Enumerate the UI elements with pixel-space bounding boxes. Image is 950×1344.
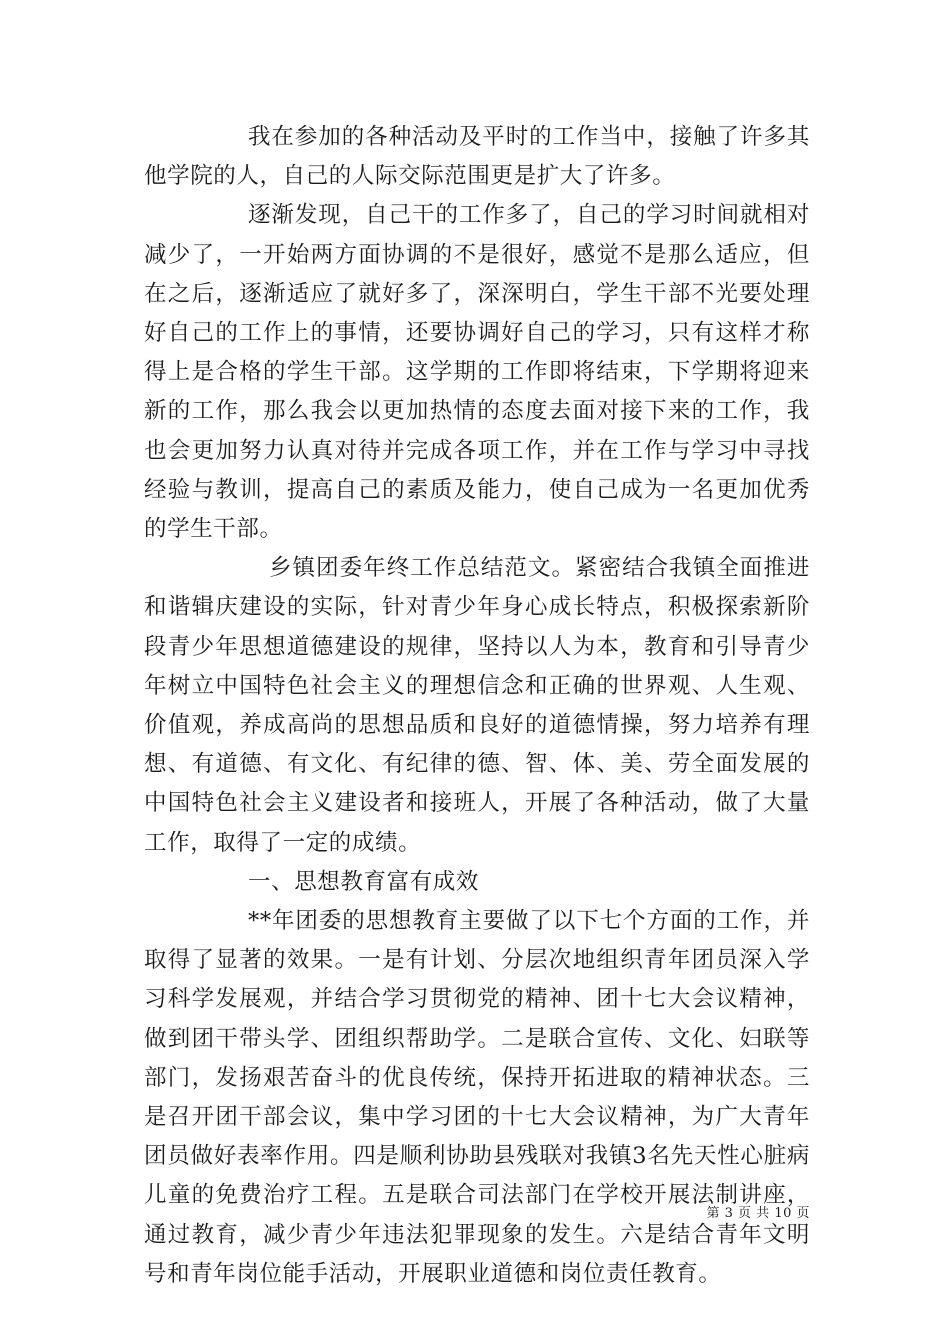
paragraph-summary-intro: 乡镇团委年终工作总结范文。紧密结合我镇全面推进和谐辑庆建设的实际，针对青少年身心成长特点，积极探索新阶段青少年思想道德建设的规律，坚持以人为本，教育和引导青少年树立中国特色社会主义的理想信念和正确的世界观、人生观、价值观，养成高尚的思想品质和良好的道德情操，努力培养有理想、有道德、有文化、有纪律的德、智、体、美、劳全面发展的中国特色社会主义建设者和接班人，开展了各种活动，做了大量工作，取得了一定的成绩。 [144, 555, 810, 856]
paragraph-activities: 我在参加的各种活动及平时的工作当中，接触了许多其他学院的人，自己的人际交际范围更是扩大了许多。 [144, 124, 810, 190]
page-number-footer: 第 3 页 共 10 页 [706, 1206, 810, 1221]
paragraph-study-balance: 逐渐发现，自己干的工作多了，自己的学习时间就相对减少了，一开始两方面协调的不是很好，感觉不是那么适应，但在之后，逐渐适应了就好多了，深深明白，学生干部不光要处理好自己的工作上的事情，还要协调好自己的学习，只有这样才称得上是合格的学生干部。这学期的工作即将结束，下学期将迎来新的工作，那么我会以更加热情的态度去面对接下来的工作，我也会更加努力认真对待并完成各项工作，并在工作与学习中寻找经验与教训，提高自己的素质及能力，使自己成为一名更加优秀的学生干部。 [144, 202, 810, 543]
document-body [144, 118, 810, 1294]
paragraph-ideological-education: **年团委的思想教育主要做了以下七个方面的工作，并取得了显著的效果。一是有计划、分层次地组织青年团员深入学习科学发展观，并结合学习贯彻党的精神、团十七大会议精神，做到团干带头学、团组织帮助学。二是联合宣传、文化、妇联等部门，发扬艰苦奋斗的优良传统，保持开拓进取的精神状态。三是召开团干部会议，集中学习团的十七大会议精神，为广大青年团员做好表率作用。四是顺利协助县残联对我镇3名先天性心脏病儿童的免费治疗工程。五是联合司法部门在学校开展法制讲座，通过教育，减少青少年违法犯罪现象的发生。六是结合青年文明号和青年岗位能手活动，开展职业道德和岗位责任教育。 [144, 908, 810, 1287]
section-heading: 一、思想教育富有成效 [248, 868, 480, 895]
